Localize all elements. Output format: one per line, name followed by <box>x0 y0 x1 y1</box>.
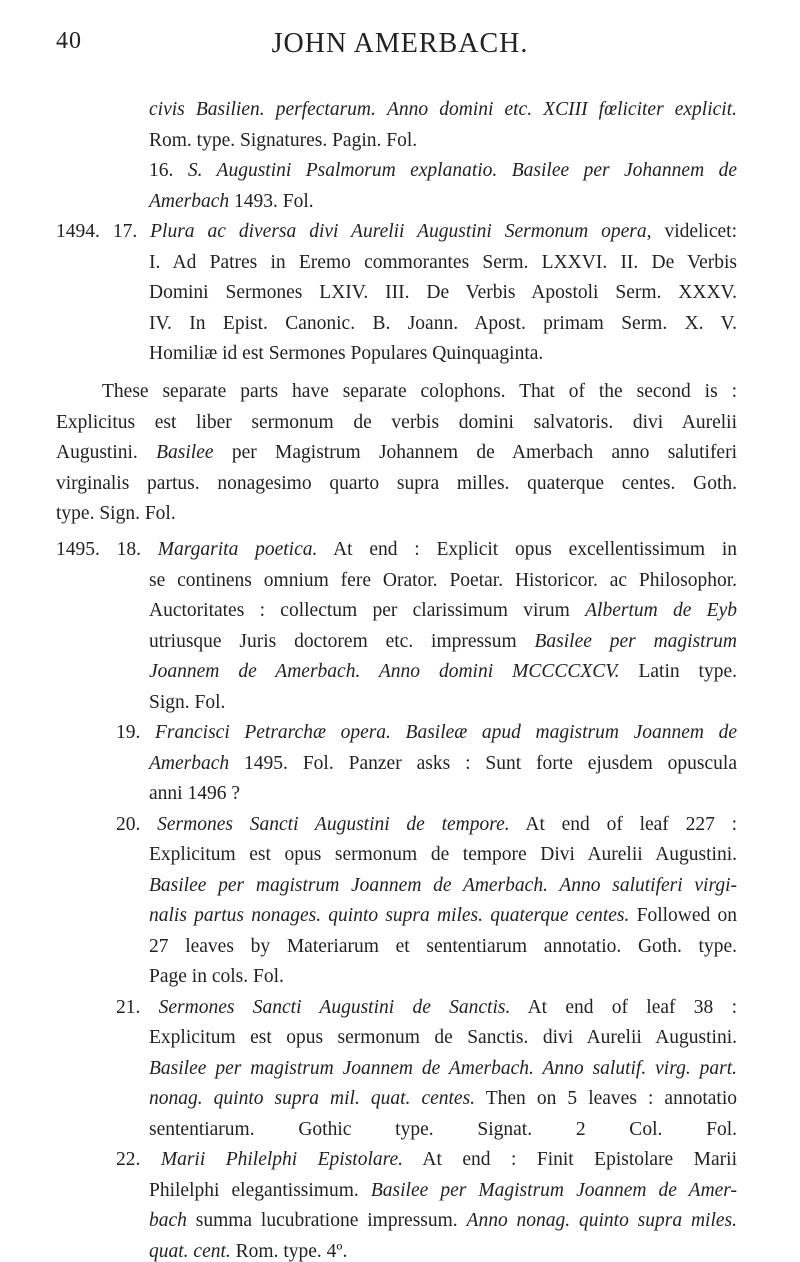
roman-text: 19. <box>116 722 155 743</box>
text-line <box>149 906 737 926</box>
page-header <box>56 28 744 62</box>
italic-text: Basilee per magistrum <box>534 631 737 652</box>
roman-text: Rom. type. 4º. <box>230 1241 348 1262</box>
italic-text: S. Augustini Psalmorum explanatio. Basilee per Johannem de <box>187 160 738 181</box>
roman-text: Sign. Fol. <box>149 692 226 713</box>
roman-text: summa lucubratione impressum. <box>186 1210 467 1231</box>
roman-text: At end of leaf 38 : <box>510 997 738 1018</box>
text-line <box>149 161 737 181</box>
text-line <box>116 815 737 835</box>
text-line <box>149 784 349 804</box>
roman-text: 1493. Fol. <box>229 191 314 212</box>
roman-text: Rom. type. Signatures. Pagin. Fol. <box>149 130 418 151</box>
text-line <box>149 253 737 273</box>
text-line <box>149 1242 399 1262</box>
italic-text: bach <box>149 1210 187 1231</box>
roman-text: IV. In Epist. Canonic. B. Joann. Apost. primam Serm. X. V. <box>149 313 737 334</box>
italic-text: civis Basilien. perfectarum. <box>149 99 376 120</box>
roman-text: virginalis partus. nonagesimo quarto supra milles. quaterque centes. Goth. <box>56 473 737 494</box>
text-line <box>56 474 737 494</box>
text-line <box>149 1059 737 1079</box>
text-line <box>56 504 256 524</box>
text-line <box>149 693 349 713</box>
text-line <box>149 754 737 774</box>
italic-text: quat. cent. <box>149 1241 231 1262</box>
roman-text: 1495. Fol. Panzer asks : Sunt forte ejusdem opuscula <box>229 753 737 774</box>
text-line <box>149 192 349 212</box>
running-title: JOHN AMERBACH. <box>271 28 529 59</box>
italic-text: nonag. quinto supra mil. quat. centes. <box>149 1088 476 1109</box>
roman-text: 20. <box>116 814 158 835</box>
roman-text: At end : Explicit opus excellentissimum in <box>317 539 737 560</box>
roman-text: Page in cols. Fol. <box>149 966 284 987</box>
text-line <box>149 876 737 896</box>
roman-text: 27 leaves by Materiarum et sententiarum annotatio. Goth. type. <box>149 936 737 957</box>
italic-text: Sermones Sancti Augustini de Sanctis. <box>158 997 511 1018</box>
roman-text: sententiarum. Gothic type. Signat. 2 Col. Fol. <box>149 1119 737 1140</box>
text-line <box>149 571 737 591</box>
text-line <box>149 344 569 364</box>
italic-text: Albertum de Eyb <box>585 600 737 621</box>
text-line <box>149 662 737 682</box>
italic-text: Basilee per magistrum Joannem de Amerbach. Anno salutif. virg. part. <box>149 1058 737 1079</box>
text-line <box>116 1150 737 1170</box>
text-line <box>116 723 737 743</box>
roman-text: se continens omnium fere Orator. Poetar. Historicor. ac Philosophor. <box>149 570 737 591</box>
text-line <box>149 1181 737 1201</box>
roman-text: Homiliæ id est Sermones Populares Quinquaginta. <box>149 343 544 364</box>
text-line <box>149 1089 737 1109</box>
text-line <box>149 1211 737 1231</box>
roman-text: anni 1496 ? <box>149 783 240 804</box>
text-line <box>149 131 529 151</box>
roman-text: Explicitum est opus sermonum de tempore Divi Aurelii Augustini. <box>149 844 737 865</box>
italic-text: Margarita poetica. <box>157 539 318 560</box>
text-line <box>149 632 737 652</box>
text-line <box>149 845 737 865</box>
italic-text: Plura ac diversa divi Aurelii Augustini Sermonum opera <box>150 221 647 242</box>
roman-text: Followed on <box>629 905 737 926</box>
text-line <box>56 540 737 560</box>
roman-text: type. Sign. Fol. <box>56 503 176 524</box>
text-line <box>56 443 737 463</box>
text-line <box>149 967 399 987</box>
text-line <box>116 998 737 1018</box>
roman-text: , videlicet: <box>646 221 737 242</box>
roman-text: Explicitum est opus sermonum de Sanctis. divi Aurelii Augustini. <box>149 1027 737 1048</box>
roman-text: 16. <box>149 160 188 181</box>
roman-text: 1494. 17. <box>56 221 151 242</box>
roman-text: 1495. 18. <box>56 539 158 560</box>
italic-text: nalis partus nonages. quinto supra miles. quaterque centes. <box>149 905 630 926</box>
italic-text: Amerbach <box>149 753 230 774</box>
roman-text: 21. <box>116 997 159 1018</box>
text-line <box>149 1120 737 1140</box>
italic-text: Joannem de Amerbach. Anno domini MCCCCXCV. <box>149 661 620 682</box>
text-line <box>149 1028 737 1048</box>
italic-text: Basilee per magistrum Joannem de Amerbach. Anno salutiferi virgi- <box>149 875 737 896</box>
italic-text: Marii Philelphi Epistolare. <box>160 1149 404 1170</box>
italic-text: Anno nonag. quinto supra miles. <box>466 1210 737 1231</box>
text-line <box>149 937 737 957</box>
roman-text: 22. <box>116 1149 161 1170</box>
roman-text <box>376 99 387 120</box>
text-line <box>102 382 737 402</box>
roman-text: I. Ad Patres in Eremo commorantes Serm. LXXVI. II. De Verbis <box>149 252 737 273</box>
italic-text: Sermones Sancti Augustini de tempore. <box>157 814 510 835</box>
text-line <box>149 314 737 334</box>
text-line <box>149 100 737 120</box>
roman-text: Philelphi elegantissimum. <box>149 1180 371 1201</box>
roman-text: Explicitus est liber sermonum de verbis domini salvatoris. divi Aurelii <box>56 412 737 433</box>
roman-text: per Magistrum Johannem de Amerbach anno salutiferi <box>213 442 737 463</box>
text-line <box>149 283 737 303</box>
roman-text: Then on 5 leaves : annotatio <box>475 1088 737 1109</box>
text-line <box>149 601 737 621</box>
text-line <box>56 413 737 433</box>
text-line <box>56 222 737 242</box>
roman-text: Domini Sermones LXIV. III. De Verbis Apostoli Serm. XXXV. <box>149 282 737 303</box>
italic-text: Anno domini etc. XCIII fœliciter explicit. <box>386 99 738 120</box>
roman-text: At end : Finit Epistolare Marii <box>403 1149 737 1170</box>
italic-text: Amerbach <box>149 191 230 212</box>
italic-text: Basilee per Magistrum Joannem de Amer- <box>370 1180 738 1201</box>
roman-text: Augustini. <box>56 442 157 463</box>
roman-text: These separate parts have separate colophons. That of the second is : <box>102 381 737 402</box>
italic-text: Basilee <box>156 442 214 463</box>
roman-text: Latin type. <box>619 661 737 682</box>
page-number: 40 <box>56 28 82 54</box>
roman-text: utriusque Juris doctorem etc. impressum <box>149 631 535 652</box>
italic-text: Francisci Petrarchæ opera. Basileæ apud magistrum Joannem de <box>155 722 737 743</box>
roman-text: Auctoritates : collectum per clarissimum virum <box>149 600 586 621</box>
roman-text: At end of leaf 227 : <box>509 814 738 835</box>
